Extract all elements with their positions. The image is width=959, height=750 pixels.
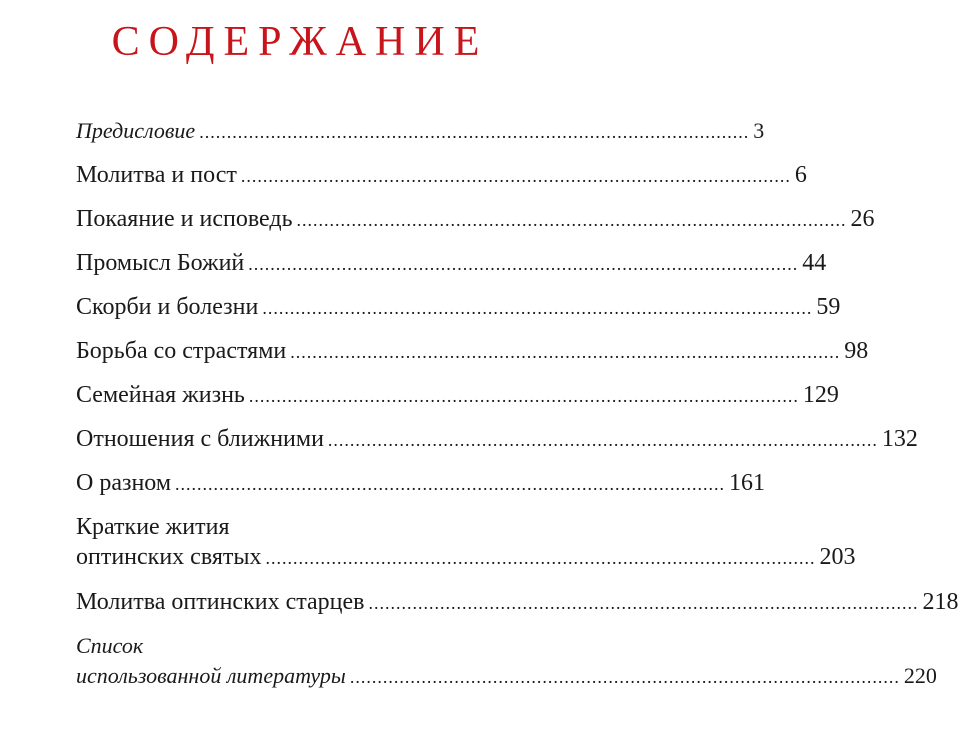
toc-page-number: 218 <box>922 589 959 615</box>
toc-entry-title: О разном <box>76 470 172 496</box>
toc-page-number: 132 <box>881 426 918 452</box>
toc-entry-title: Борьба со страстями <box>76 338 287 364</box>
toc-entry-title: Молитва и пост <box>76 162 237 188</box>
page-title: СОДЕРЖАНИЕ <box>111 19 489 65</box>
dot-leader: .................................................................................................... <box>265 548 816 568</box>
dot-leader: .................................................................................................... <box>175 474 726 494</box>
dot-leader: .................................................................................................... <box>349 667 900 687</box>
toc-page-number: 161 <box>729 470 766 496</box>
toc-entry-miscellaneous[interactable] <box>76 468 766 512</box>
toc-entry-elders-prayer[interactable] <box>76 587 959 631</box>
toc-entry-providence[interactable] <box>76 248 827 292</box>
toc-entry-title-line1: Список <box>76 633 144 658</box>
toc-entry-repentance[interactable] <box>76 204 875 248</box>
toc-entry-title: Семейная жизнь <box>76 382 245 408</box>
dot-leader: .................................................................................................... <box>262 298 813 318</box>
toc-page-number: 26 <box>850 206 875 232</box>
toc-entry-title: Промысл Божий <box>76 250 245 276</box>
dot-leader: .................................................................................................... <box>327 430 878 450</box>
dot-leader: .................................................................................................... <box>248 386 799 406</box>
toc-page-number: 44 <box>802 250 827 276</box>
toc-entry-title: Отношения с ближними <box>76 426 324 452</box>
table-of-contents <box>76 116 959 706</box>
toc-entry-saints-lives[interactable] <box>76 512 856 573</box>
toc-entry-passions[interactable] <box>76 336 869 380</box>
toc-entry-title-line1: Краткие жития <box>76 514 230 540</box>
toc-entry-relations[interactable] <box>76 424 918 468</box>
toc-page-number: 220 <box>903 663 937 688</box>
dot-leader: .................................................................................................... <box>240 166 791 186</box>
toc-page-number: 3 <box>753 118 765 143</box>
toc-entry-title-line2: использованной литературы <box>76 663 346 688</box>
toc-entry-sorrows[interactable] <box>76 292 841 336</box>
toc-page-number: 98 <box>844 338 869 364</box>
toc-entry-title: Предисловие <box>76 118 196 143</box>
dot-leader: .................................................................................................... <box>248 254 799 274</box>
toc-page-number: 59 <box>816 294 841 320</box>
dot-leader: .................................................................................................... <box>296 210 847 230</box>
dot-leader: .................................................................................................... <box>199 122 750 142</box>
toc-entry-family-life[interactable] <box>76 380 839 424</box>
toc-entry-bibliography[interactable] <box>76 631 937 692</box>
toc-entry-preface[interactable] <box>76 116 765 160</box>
toc-entry-title: Молитва оптинских старцев <box>76 589 365 615</box>
dot-leader: .................................................................................................... <box>290 342 841 362</box>
toc-page-number: 6 <box>794 162 807 188</box>
toc-entry-title-line2: оптинских святых <box>76 544 262 570</box>
toc-page-number: 129 <box>802 382 839 408</box>
toc-entry-title: Скорби и болезни <box>76 294 259 320</box>
dot-leader: .................................................................................................... <box>368 593 919 613</box>
toc-entry-prayer-and-fasting[interactable] <box>76 160 807 204</box>
toc-entry-title: Покаяние и исповедь <box>76 206 293 232</box>
toc-page-number: 203 <box>819 544 856 570</box>
